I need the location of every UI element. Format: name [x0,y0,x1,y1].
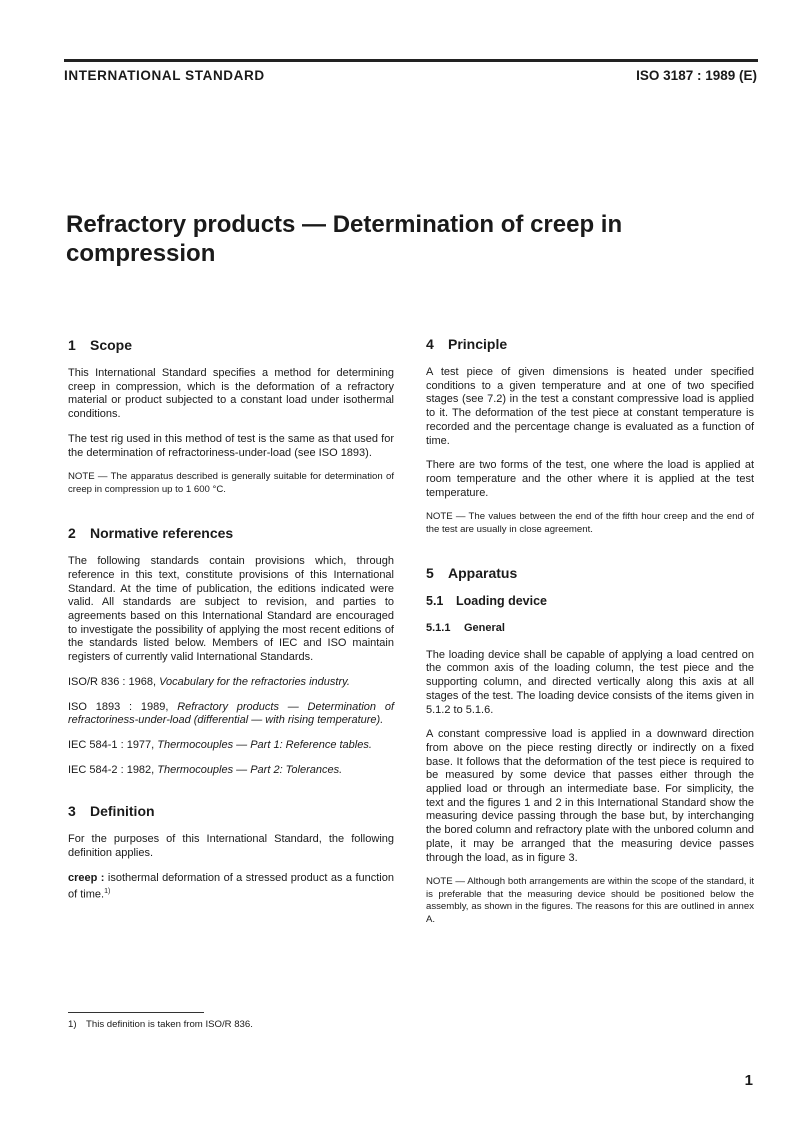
footnote-number: 1) [68,1019,77,1030]
definition-entry [68,872,394,903]
reference-title: Thermocouples — Part 2: Tolerances. [157,763,343,776]
definition-term: creep : [68,871,105,884]
section-heading-apparatus [426,564,754,582]
principle-paragraph: A test piece of given dimensions is heated under specified conditions to a given temperature and at one of two specified stages (see 7.2) in the test a constant compressive load is applied to it. The deformation of the test piece at constant temperature is recorded and the percentage change is evaluated as a function of time. [426,366,754,447]
reference-title: Refractory products — Determination of refractoriness-under-load (differential — with rising temperature). [68,700,394,727]
scope-paragraph: The test rig used in this method of test is the same as that used for the determination of refractoriness-under-load (see ISO 1893). [68,432,394,459]
footnote-text: This definition is taken from ISO/R 836. [86,1019,253,1030]
section-heading-scope [68,336,394,354]
subsection-title: Loading device [456,594,547,609]
section-number: 2 [68,525,76,542]
principle-paragraph: There are two forms of the test, one where the load is applied at room temperature and the other where it is applied at the test temperature. [426,459,754,499]
scope-note: NOTE — The apparatus described is generally suitable for determination of creep in compression up to 1 600 °C. [68,471,394,495]
scope-paragraph: This International Standard specifies a method for determining creep in compression, which is the deformation of a refractory material or product subjected to a constant load under isothermal conditions. [68,367,394,421]
reference-title: Vocabulary for the refractories industry. [159,675,350,688]
right-column [426,335,754,940]
reference-code: IEC 584-1 : 1977, [68,738,155,751]
header-rule [64,59,758,62]
reference-item [68,739,394,753]
section-title: Normative references [90,525,234,542]
section-number: 4 [426,336,434,352]
section-number: 1 [68,337,76,353]
apparatus-note: NOTE — Although both arrangements are within the scope of the standard, it is preferable that the measuring device should be positioned below the assembly, as shown in the figures. The reasons for this are outlined in annex A. [426,876,754,925]
section-heading-references [68,524,394,542]
definition-text: isothermal deformation of a stressed product as a function of time. [68,871,394,902]
footnote-reference: 1) [104,888,111,896]
reference-code: ISO 1893 : 1989, [68,700,169,713]
apparatus-paragraph: A constant compressive load is applied in a downward direction from above on the piece resting directly or indirectly on a fixed base. It follows that the deformation of the test piece is required to be measured by some device that passes either through the applied load or through an intermediate base. For simplicity, the text and the figures 1 and 2 in this International Standard show the measuring device passing through the base but, by interchanging the bored column and refractory plate with the unbored column and plate, it may be arranged that the measuring device passes through the load, as in figure 3. [426,728,754,864]
reference-item [68,764,394,778]
subsection-heading-loading-device [426,595,754,609]
section-title: Scope [90,337,133,353]
apparatus-paragraph: The loading device shall be capable of applying a load centred on the common axis of the loading column, the test piece and the supporting column, and directed vertically along this axis at all stages of the test. The loading device consists of the items given in 5.1.2 to 5.1.6. [426,648,754,716]
subsubsection-number: 5.1.1 [426,622,451,635]
section-heading-definition [68,802,394,820]
footnote [68,1019,253,1030]
subsubsection-title: General [464,622,505,635]
header-standard-type: INTERNATIONAL STANDARD [64,68,265,83]
subsubsection-heading-general [426,622,754,636]
references-intro: The following standards contain provisions which, through reference in this text, constitute provisions of this International Standard. At the time of publication, the editions indicated were valid. All standards are subject to revision, and parties to agreements based on this International Standard are encouraged to investigate the possibility of applying the most recent editions of the standards listed below. Members of IEC and ISO maintain registers of currently valid International Standards. [68,555,394,664]
document-title: Refractory products — Determination of creep in compression [66,211,623,267]
section-title: Principle [448,336,508,352]
reference-item [68,676,394,690]
header-standard-number: ISO 3187 : 1989 (E) [636,68,757,83]
reference-code: IEC 584-2 : 1982, [68,763,155,776]
section-heading-principle [426,335,754,353]
reference-title: Thermocouples — Part 1: Reference tables. [157,738,372,751]
section-number: 3 [68,803,76,820]
section-title: Apparatus [448,565,518,582]
definition-intro: For the purposes of this International Standard, the following definition applies. [68,833,394,860]
section-title: Definition [90,803,155,820]
left-column [68,336,394,914]
section-number: 5 [426,565,434,582]
footnote-rule [68,1012,204,1013]
subsection-number: 5.1 [426,594,444,609]
page-number: 1 [744,1072,753,1089]
reference-item [68,701,394,728]
principle-note: NOTE — The values between the end of the fifth hour creep and the end of the test are usually in close agreement. [426,511,754,535]
reference-code: ISO/R 836 : 1968, [68,675,157,688]
